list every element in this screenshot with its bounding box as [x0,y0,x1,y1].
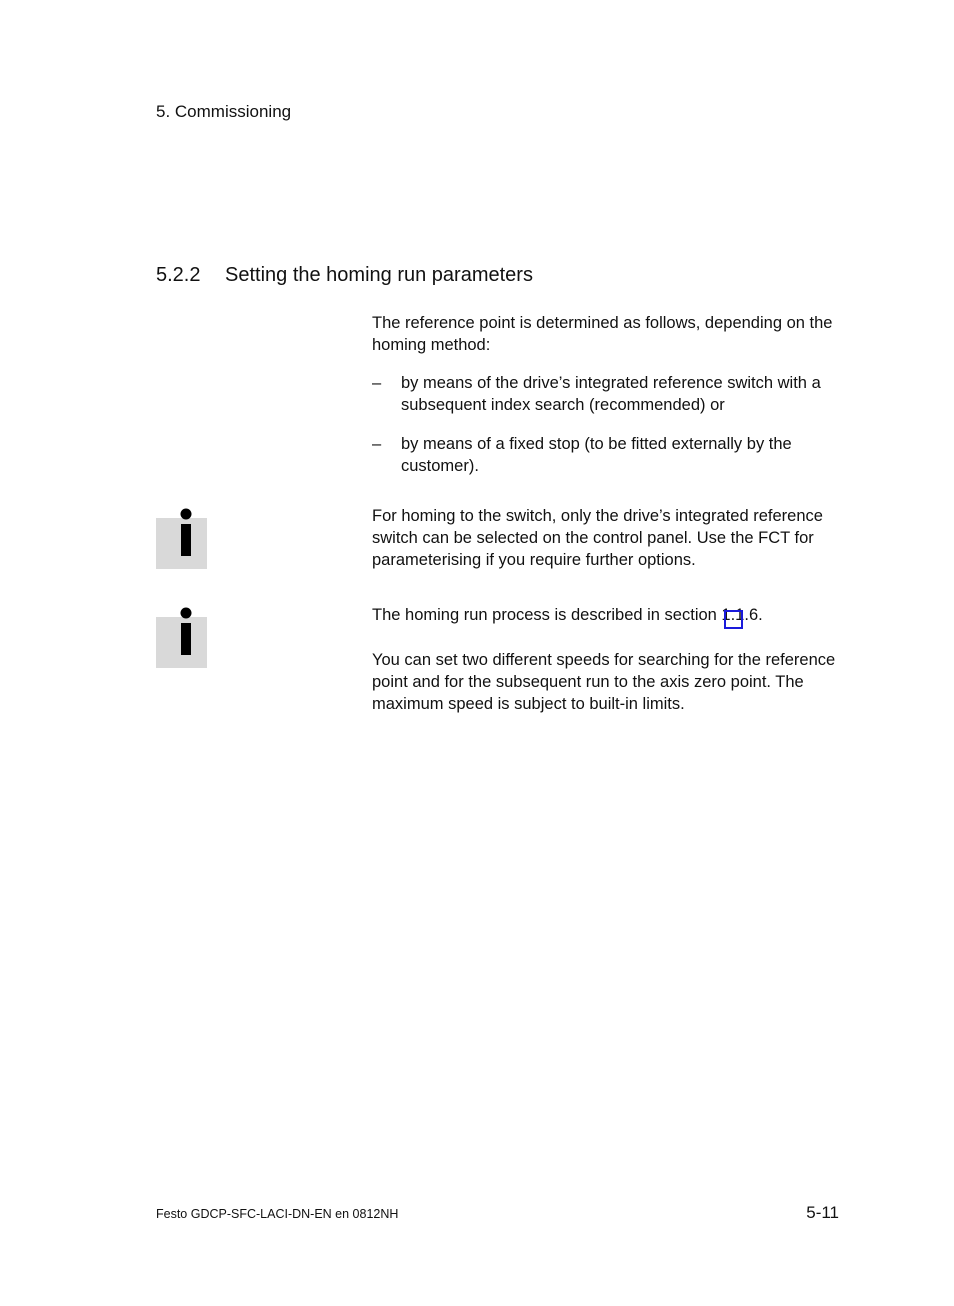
section-number: 5.2.2 [156,264,201,286]
bullet-text: by means of the drive’s integrated reference switch with a subsequent index search (recommended) or [401,374,821,414]
bullet-dash: – [372,374,382,392]
bullet-dash: – [372,435,382,453]
intro-paragraph: The reference point is determined as follows, depending on the homing method: [372,314,833,354]
chapter-header: 5. Commissioning [156,102,292,121]
section-reference-link[interactable] [724,610,743,629]
switch-note: For homing to the switch, only the drive’s integrated reference switch can be selected on the control panel. Use the FCT for parameterising if you require further options. [372,507,823,569]
page-number: 5-11 [806,1203,839,1222]
bullet-text: by means of a fixed stop (to be fitted externally by the customer). [401,435,792,475]
section-title: Setting the homing run parameters [225,264,533,286]
footer-document-id: Festo GDCP-SFC-LACI-DN-EN en 0812NH [156,1207,399,1221]
info-icon [156,518,207,569]
speeds-paragraph: You can set two different speeds for searching for the reference point and for the subsequent run to the axis zero point. The maximum speed is subject to built-in limits. [372,651,836,713]
info-icon [156,617,207,668]
process-note: The homing run process is described in section 1.1.6. [372,606,763,624]
section-heading [156,264,533,287]
